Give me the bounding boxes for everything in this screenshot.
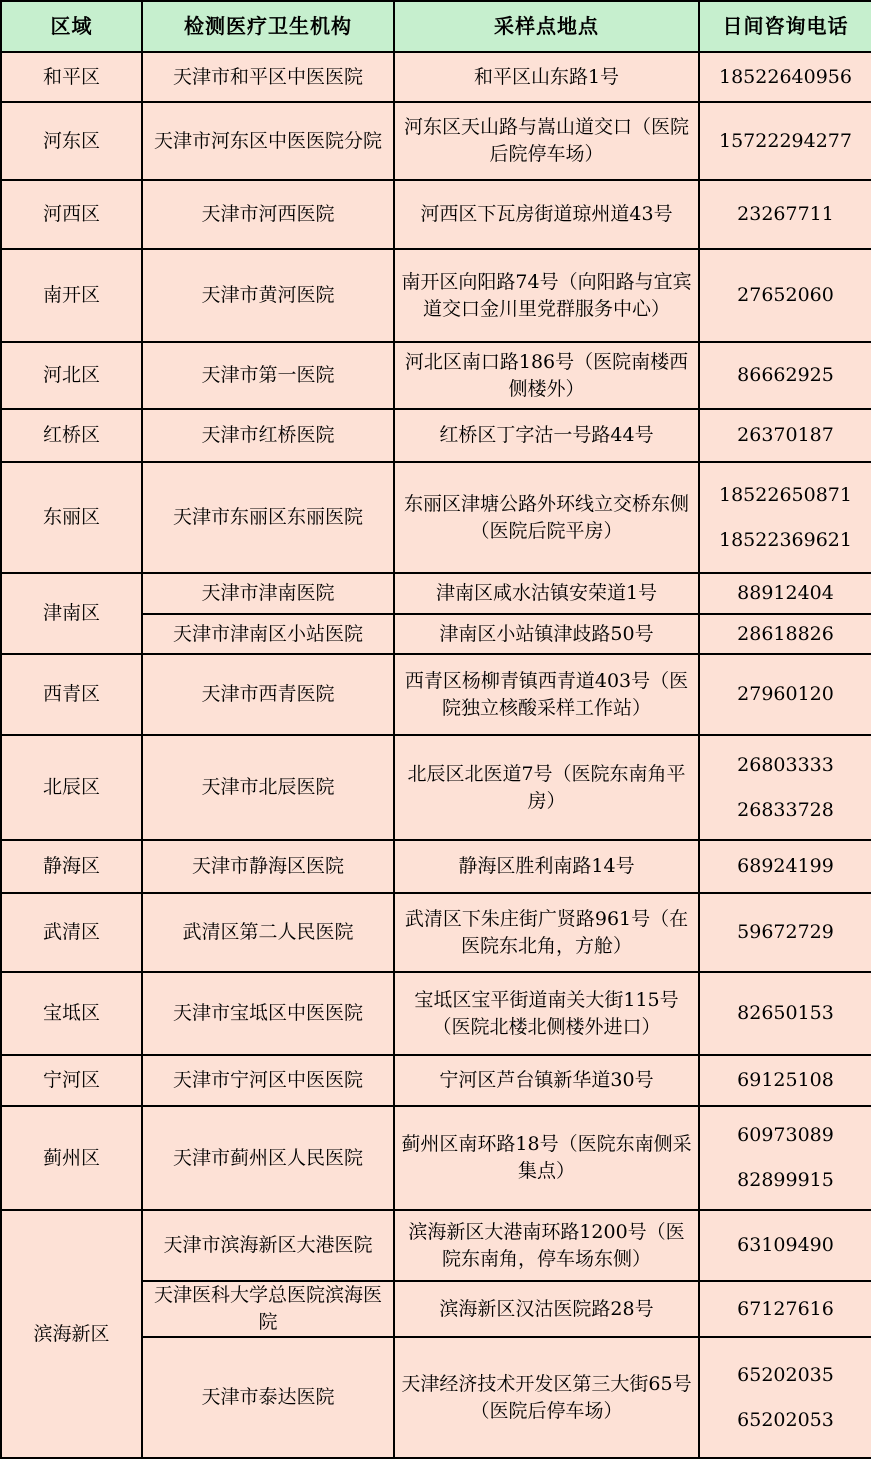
- institution-cell: 天津市河东区中医医院分院: [142, 102, 394, 180]
- phone-number: 18522640956: [719, 65, 852, 88]
- address-cell: 武清区下朱庄街广贤路961号（在医院东北角，方舱）: [394, 893, 699, 972]
- phone-number: 65202035: [737, 1363, 834, 1386]
- phone-cell: [699, 893, 871, 972]
- header-phone: 日间咨询电话: [699, 1, 871, 52]
- address-cell: 津南区咸水沽镇安荣道1号: [394, 573, 699, 614]
- phone-number: 26803333: [737, 753, 834, 776]
- phone-cell: [699, 249, 871, 342]
- phone-cell: [699, 342, 871, 409]
- table-row: [1, 1210, 871, 1281]
- phone-number: 26370187: [737, 424, 834, 446]
- phone-number: 65202053: [737, 1408, 834, 1431]
- address-cell: 天津经济技术开发区第三大街65号（医院后停车场）: [394, 1337, 699, 1458]
- table-row: [1, 409, 871, 462]
- table-row: [1, 249, 871, 342]
- district-cell: 河北区: [1, 342, 142, 409]
- phone-number: 28618826: [737, 622, 834, 645]
- phone-cell: [699, 840, 871, 893]
- institution-cell: 天津市滨海新区大港医院: [142, 1210, 394, 1281]
- table-row: [1, 52, 871, 102]
- table-row: [1, 102, 871, 180]
- phone-number: 18522369621: [719, 528, 852, 551]
- phone-cell: [699, 654, 871, 735]
- phone-number: 67127616: [737, 1297, 834, 1320]
- phone-number: 88912404: [737, 582, 834, 604]
- table-row: [1, 180, 871, 249]
- institution-cell: 天津医科大学总医院滨海医院: [142, 1281, 394, 1337]
- district-cell: 红桥区: [1, 409, 142, 462]
- address-cell: 红桥区丁字沽一号路44号: [394, 409, 699, 462]
- institution-cell: 天津市东丽区东丽医院: [142, 462, 394, 573]
- table-row: [1, 1106, 871, 1210]
- table-row: [1, 735, 871, 840]
- phone-cell: [699, 735, 871, 840]
- institution-cell: 天津市第一医院: [142, 342, 394, 409]
- institution-cell: 天津市河西医院: [142, 180, 394, 249]
- address-cell: 河东区天山路与嵩山道交口（医院后院停车场）: [394, 102, 699, 180]
- address-cell: 滨海新区汉沽医院路28号: [394, 1281, 699, 1337]
- address-cell: 滨海新区大港南环路1200号（医院东南角，停车场东侧）: [394, 1210, 699, 1281]
- district-cell: 宝坻区: [1, 972, 142, 1055]
- header-row: [1, 1, 871, 52]
- address-cell: 静海区胜利南路14号: [394, 840, 699, 893]
- phone-number: 26833728: [737, 798, 834, 821]
- phone-cell: [699, 573, 871, 614]
- address-cell: 和平区山东路1号: [394, 52, 699, 102]
- phone-number: 18522650871: [719, 483, 852, 506]
- phone-cell: [699, 102, 871, 180]
- phone-number: 23267711: [737, 203, 834, 225]
- phone-number: 15722294277: [719, 129, 852, 152]
- district-cell: 滨海新区: [1, 1210, 142, 1458]
- phone-number: 59672729: [737, 921, 834, 943]
- phone-cell: [699, 1055, 871, 1106]
- phone-number: 82650153: [737, 1002, 834, 1024]
- district-cell: 和平区: [1, 52, 142, 102]
- phone-cell: [699, 52, 871, 102]
- address-cell: 河西区下瓦房街道琼州道43号: [394, 180, 699, 249]
- phone-cell: [699, 409, 871, 462]
- phone-number: 69125108: [737, 1069, 834, 1091]
- header-district: 区域: [1, 1, 142, 52]
- phone-cell: [699, 1106, 871, 1210]
- phone-cell: [699, 1210, 871, 1281]
- institution-cell: 天津市宁河区中医医院: [142, 1055, 394, 1106]
- header-address: 采样点地点: [394, 1, 699, 52]
- phone-number: 27960120: [737, 683, 834, 705]
- phone-number: 63109490: [737, 1234, 834, 1256]
- table-body: [1, 52, 871, 1458]
- institution-cell: 天津市津南医院: [142, 573, 394, 614]
- district-cell: 河东区: [1, 102, 142, 180]
- table-row: [1, 342, 871, 409]
- phone-number: 27652060: [737, 284, 834, 306]
- institution-cell: 天津市津南区小站医院: [142, 614, 394, 654]
- institution-cell: 天津市北辰医院: [142, 735, 394, 840]
- address-cell: 宁河区芦台镇新华道30号: [394, 1055, 699, 1106]
- district-cell: 北辰区: [1, 735, 142, 840]
- district-cell: 武清区: [1, 893, 142, 972]
- institution-cell: 天津市西青医院: [142, 654, 394, 735]
- district-cell: 津南区: [1, 573, 142, 654]
- address-cell: 北辰区北医道7号（医院东南角平房）: [394, 735, 699, 840]
- header-institution: 检测医疗卫生机构: [142, 1, 394, 52]
- phone-number: 68924199: [737, 855, 834, 877]
- phone-cell: [699, 972, 871, 1055]
- phone-cell: [699, 1281, 871, 1337]
- address-cell: 西青区杨柳青镇西青道403号（医院独立核酸采样工作站）: [394, 654, 699, 735]
- district-cell: 南开区: [1, 249, 142, 342]
- table-row: [1, 462, 871, 573]
- address-cell: 宝坻区宝平街道南关大街115号（医院北楼北侧楼外进口）: [394, 972, 699, 1055]
- phone-number: 60973089: [737, 1124, 834, 1146]
- address-cell: 津南区小站镇津歧路50号: [394, 614, 699, 654]
- institution-cell: 武清区第二人民医院: [142, 893, 394, 972]
- table-row: [1, 840, 871, 893]
- table-row: [1, 573, 871, 614]
- district-cell: 蓟州区: [1, 1106, 142, 1210]
- address-cell: 东丽区津塘公路外环线立交桥东侧（医院后院平房）: [394, 462, 699, 573]
- address-cell: 南开区向阳路74号（向阳路与宜宾道交口金川里党群服务中心）: [394, 249, 699, 342]
- institution-cell: 天津市宝坻区中医医院: [142, 972, 394, 1055]
- table-row: [1, 972, 871, 1055]
- institution-cell: 天津市泰达医院: [142, 1337, 394, 1458]
- address-cell: 蓟州区南环路18号（医院东南侧采集点）: [394, 1106, 699, 1210]
- table-row: [1, 654, 871, 735]
- district-cell: 静海区: [1, 840, 142, 893]
- table-row: [1, 893, 871, 972]
- institution-cell: 天津市黄河医院: [142, 249, 394, 342]
- phone-number: 82899915: [737, 1169, 834, 1191]
- address-cell: 河北区南口路186号（医院南楼西侧楼外）: [394, 342, 699, 409]
- district-cell: 河西区: [1, 180, 142, 249]
- institution-cell: 天津市静海区医院: [142, 840, 394, 893]
- phone-cell: [699, 180, 871, 249]
- phone-number: 86662925: [737, 364, 834, 386]
- phone-cell: [699, 614, 871, 654]
- institution-cell: 天津市蓟州区人民医院: [142, 1106, 394, 1210]
- district-cell: 东丽区: [1, 462, 142, 573]
- phone-cell: [699, 1337, 871, 1458]
- district-cell: 宁河区: [1, 1055, 142, 1106]
- institution-cell: 天津市红桥医院: [142, 409, 394, 462]
- table-row: [1, 1055, 871, 1106]
- phone-cell: [699, 462, 871, 573]
- district-cell: 西青区: [1, 654, 142, 735]
- institution-cell: 天津市和平区中医医院: [142, 52, 394, 102]
